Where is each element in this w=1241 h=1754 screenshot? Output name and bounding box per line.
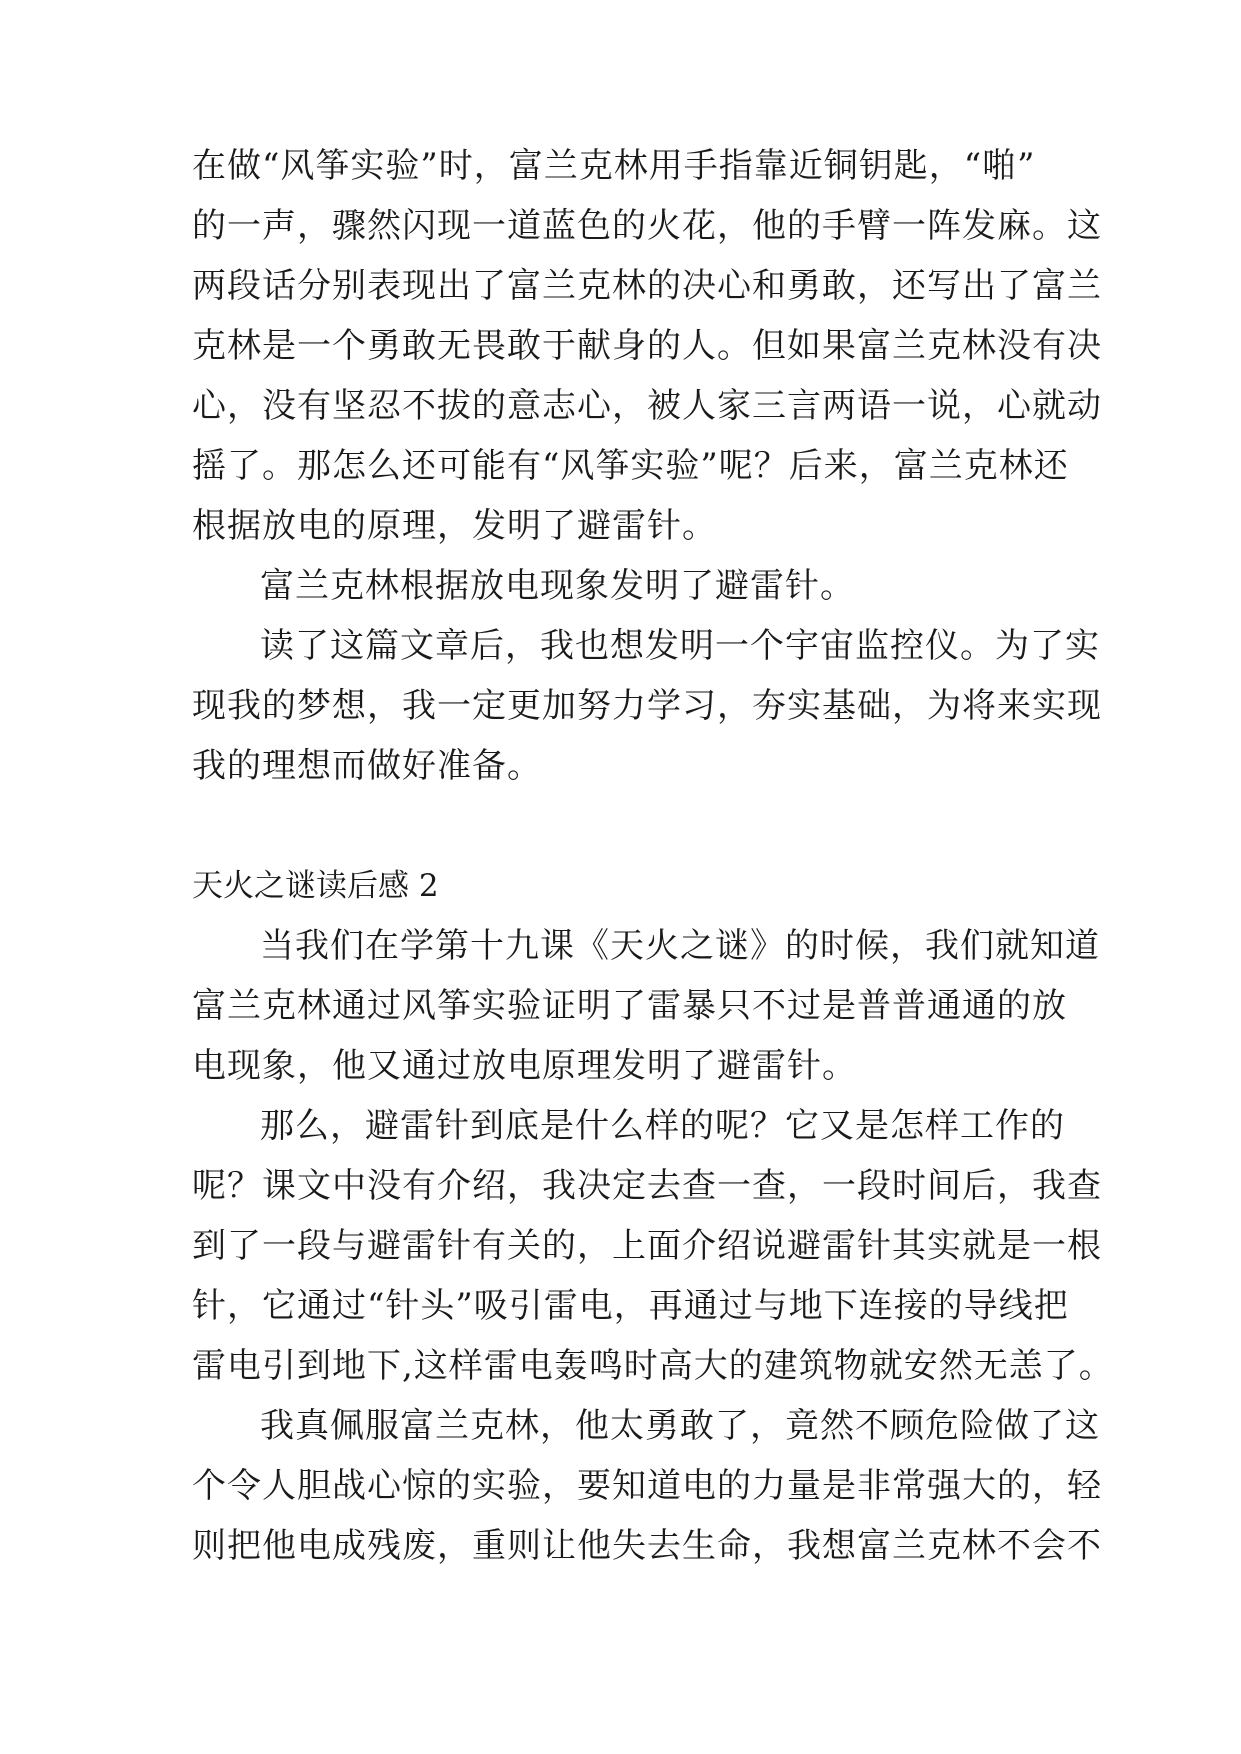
text-line: 现我的梦想，我一定更加努力学习，夯实基础，为将来实现 [192, 686, 1102, 726]
text-line: 电现象，他又通过放电原理发明了避雷针。 [192, 1046, 857, 1086]
text-line: 心，没有坚忍不拔的意志心，被人家三言两语一说，心就动 [192, 386, 1102, 426]
text-line: 那么，避雷针到底是什么样的呢？它又是怎样工作的 [260, 1106, 1065, 1146]
paragraph-dream [192, 616, 1102, 796]
text-line: 呢？课文中没有介绍，我决定去查一查，一段时间后，我查 [192, 1166, 1102, 1206]
text-line: 则把他电成残废，重则让他失去生命，我想富兰克林不会不 [192, 1526, 1102, 1566]
text-line: 在做“风筝实验”时，富兰克林用手指靠近铜钥匙，“啪” [192, 146, 1036, 186]
text-line: 克林是一个勇敢无畏敢于献身的人。但如果富兰克林没有决 [192, 326, 1102, 366]
text-line: 两段话分别表现出了富兰克林的决心和勇敢，还写出了富兰 [192, 266, 1102, 306]
text-line: 雷电引到地下,这样雷电轰鸣时高大的建筑物就安然无恙了。 [192, 1346, 1114, 1386]
heading-text: 天火之谜读后感 2 [192, 868, 439, 904]
text-line: 根据放电的原理，发明了避雷针。 [192, 506, 717, 546]
text-line: 个令人胆战心惊的实验，要知道电的力量是非常强大的，轻 [192, 1466, 1102, 1506]
text-line: 读了这篇文章后，我也想发明一个宇宙监控仪。为了实 [260, 626, 1100, 666]
paragraph-lightning-rod [192, 1096, 1114, 1396]
paragraph-kite-experiment [192, 136, 1102, 556]
essay-heading [192, 856, 1052, 916]
text-line: 针，它通过“针头”吸引雷电，再通过与地下连接的导线把 [192, 1286, 1069, 1326]
paragraph-admiration [192, 1396, 1102, 1576]
text-line: 到了一段与避雷针有关的，上面介绍说避雷针其实就是一根 [192, 1226, 1102, 1266]
text-line: 摇了。那怎么还可能有“风筝实验”呢？后来，富兰克林还 [192, 446, 1069, 486]
paragraph-lesson [192, 916, 1100, 1096]
text-line: 我真佩服富兰克林，他太勇敢了，竟然不顾危险做了这 [260, 1406, 1100, 1446]
text-line: 富兰克林根据放电现象发明了避雷针。 [260, 566, 855, 606]
text-line: 的一声，骤然闪现一道蓝色的火花，他的手臂一阵发麻。这 [192, 206, 1102, 246]
text-line: 富兰克林通过风筝实验证明了雷暴只不过是普普通通的放 [192, 986, 1067, 1026]
text-line: 当我们在学第十九课《天火之谜》的时候，我们就知道 [260, 926, 1100, 966]
paragraph-invention [192, 556, 1052, 616]
text-line: 我的理想而做好准备。 [192, 746, 542, 786]
